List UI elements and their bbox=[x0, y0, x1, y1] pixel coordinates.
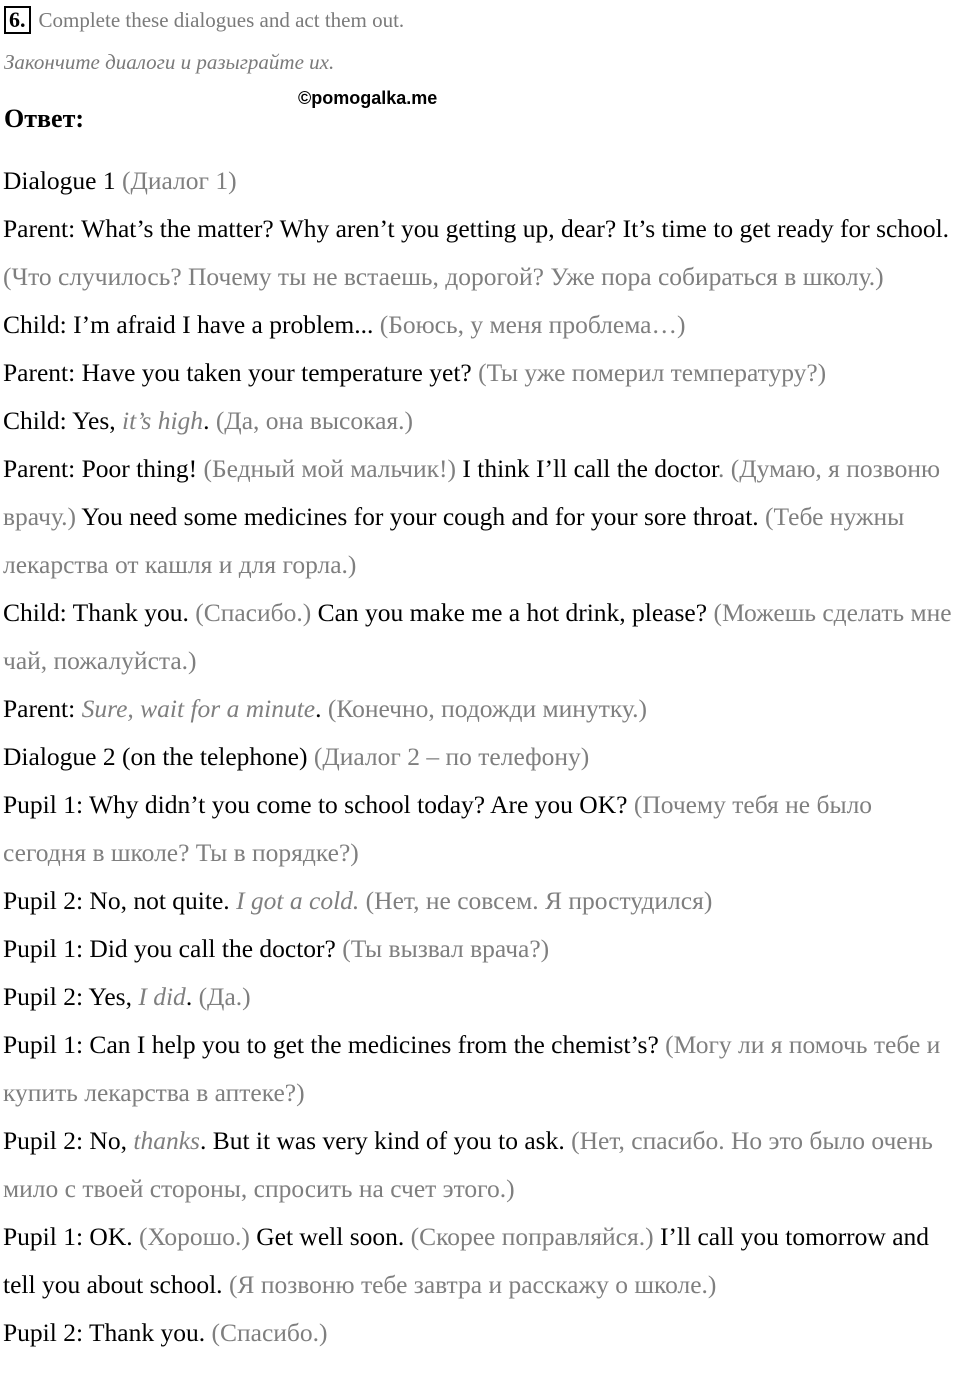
dialogue-line bbox=[3, 1117, 958, 1213]
dialogue-line bbox=[3, 157, 958, 205]
translation-text: (Ты вызвал врача?) bbox=[342, 934, 550, 963]
watermark: ©pomogalka.me bbox=[298, 88, 438, 108]
dialogue-line bbox=[3, 925, 958, 973]
dialogue-line bbox=[3, 301, 958, 349]
translation-text: (Спасибо.) bbox=[211, 1318, 328, 1347]
line-text: Child: Yes, bbox=[3, 406, 123, 435]
translation-text: (Да, она высокая.) bbox=[215, 406, 414, 435]
translation-text: (Хорошо.) bbox=[139, 1222, 250, 1251]
dialogue-line bbox=[3, 589, 958, 685]
dialogue-line bbox=[3, 445, 958, 589]
line-text: Child: I’m afraid I have a problem... bbox=[3, 310, 380, 339]
translation-text: (Боюсь, у меня проблема…) bbox=[379, 310, 686, 339]
task-header bbox=[4, 4, 404, 36]
task-instruction: Complete these dialogues and act them out. bbox=[38, 7, 405, 32]
line-text: Get well soon. bbox=[249, 1222, 411, 1251]
line-text: Can you make me a hot drink, please? bbox=[311, 598, 714, 627]
translation-text: (Могу ли я помочь тебе и купить лекарства в аптеке?) bbox=[3, 1030, 941, 1107]
line-text: Parent: Poor thing! bbox=[3, 454, 204, 483]
line-text: Pupil 1: Did you call the doctor? bbox=[3, 934, 343, 963]
line-text: Pupil 1: Why didn’t you come to school today? Are you OK? bbox=[3, 790, 634, 819]
translation-text: (Нет, не совсем. Я простудился) bbox=[365, 886, 713, 915]
translation-text: (Бедный мой мальчик!) bbox=[203, 454, 457, 483]
line-text: Dialogue 1 bbox=[3, 166, 122, 195]
line-text: . bbox=[315, 694, 328, 723]
answer-text: I did bbox=[138, 982, 186, 1011]
answer-text: it’s high bbox=[122, 406, 204, 435]
line-text: I think I’ll call the doctor bbox=[456, 454, 719, 483]
dialogue-line bbox=[3, 1213, 958, 1309]
translation-text: (Конечно, подожди минутку.) bbox=[327, 694, 647, 723]
task-number: 6. bbox=[4, 6, 31, 34]
line-text: Pupil 2: No, bbox=[3, 1126, 134, 1155]
translation-text: (Я позвоню тебе завтра и расскажу о школе.) bbox=[228, 1270, 717, 1299]
line-text: You need some medicines for your cough and for your sore throat. bbox=[75, 502, 766, 531]
translation-text: (Да.) bbox=[198, 982, 251, 1011]
line-text: Child: Thank you. bbox=[3, 598, 196, 627]
translation-text: (Нет, спасибо. Но это было очень мило с твоей стороны, спросить на счет этого.) bbox=[3, 1126, 933, 1203]
line-text: Pupil 1: Can I help you to get the medicines from the chemist’s? bbox=[3, 1030, 666, 1059]
dialogue-text bbox=[3, 157, 958, 1357]
dialogue-line bbox=[3, 205, 958, 301]
dialogue-line bbox=[3, 349, 958, 397]
dialogue-line bbox=[3, 1021, 958, 1117]
line-text: . bbox=[203, 406, 216, 435]
line-text: I’ll call you tomorrow and tell you about school. bbox=[3, 1222, 930, 1299]
answer-text: Sure, wait for a minute bbox=[81, 694, 316, 723]
line-text: Parent: Have you taken your temperature yet? bbox=[3, 358, 479, 387]
translation-text: . (Думаю, я позвоню врачу.) bbox=[3, 454, 941, 531]
dialogue-line bbox=[3, 781, 958, 877]
line-text: Pupil 2: Thank you. bbox=[3, 1318, 212, 1347]
translation-text: (Тебе нужны лекарства от кашля и для горла.) bbox=[3, 502, 905, 579]
line-text: Parent: What’s the matter? Why aren’t you getting up, dear? It’s time to get ready for school. bbox=[3, 214, 950, 243]
line-text: Pupil 1: OK. bbox=[3, 1222, 140, 1251]
line-text: . But it was very kind of you to ask. bbox=[199, 1126, 572, 1155]
task-instruction-translation: Закончите диалоги и разыграйте их. bbox=[4, 50, 335, 74]
dialogue-line bbox=[3, 877, 958, 925]
translation-text: (Что случилось? Почему ты не встаешь, дорогой? Уже пора собираться в школу.) bbox=[3, 262, 884, 291]
line-text: . bbox=[185, 982, 199, 1011]
dialogue-line bbox=[3, 1309, 958, 1357]
translation-text: (Почему тебя не было сегодня в школе? Ты в порядке?) bbox=[3, 790, 873, 867]
line-text: Pupil 2: Yes, bbox=[3, 982, 139, 1011]
dialogue-line bbox=[3, 973, 958, 1021]
answer-text: thanks bbox=[133, 1126, 200, 1155]
translation-text: (Можешь сделать мне чай, пожалуйста.) bbox=[3, 598, 952, 675]
dialogue-line bbox=[3, 685, 958, 733]
line-text: Dialogue 2 (on the telephone) bbox=[3, 742, 314, 771]
translation-text: (Ты уже померил температуру?) bbox=[478, 358, 827, 387]
translation-text: (Спасибо.) bbox=[195, 598, 312, 627]
translation-text: (Диалог 2 – по телефону) bbox=[313, 742, 590, 771]
line-text: Parent: bbox=[3, 694, 82, 723]
dialogue-line bbox=[3, 733, 958, 781]
answer-text: I got a cold. bbox=[236, 886, 360, 915]
translation-text: (Скорее поправляйся.) bbox=[410, 1222, 654, 1251]
translation-text: (Диалог 1) bbox=[121, 166, 237, 195]
dialogue-line bbox=[3, 397, 958, 445]
line-text: Pupil 2: No, not quite. bbox=[3, 886, 237, 915]
answer-label: Ответ: bbox=[4, 104, 85, 133]
